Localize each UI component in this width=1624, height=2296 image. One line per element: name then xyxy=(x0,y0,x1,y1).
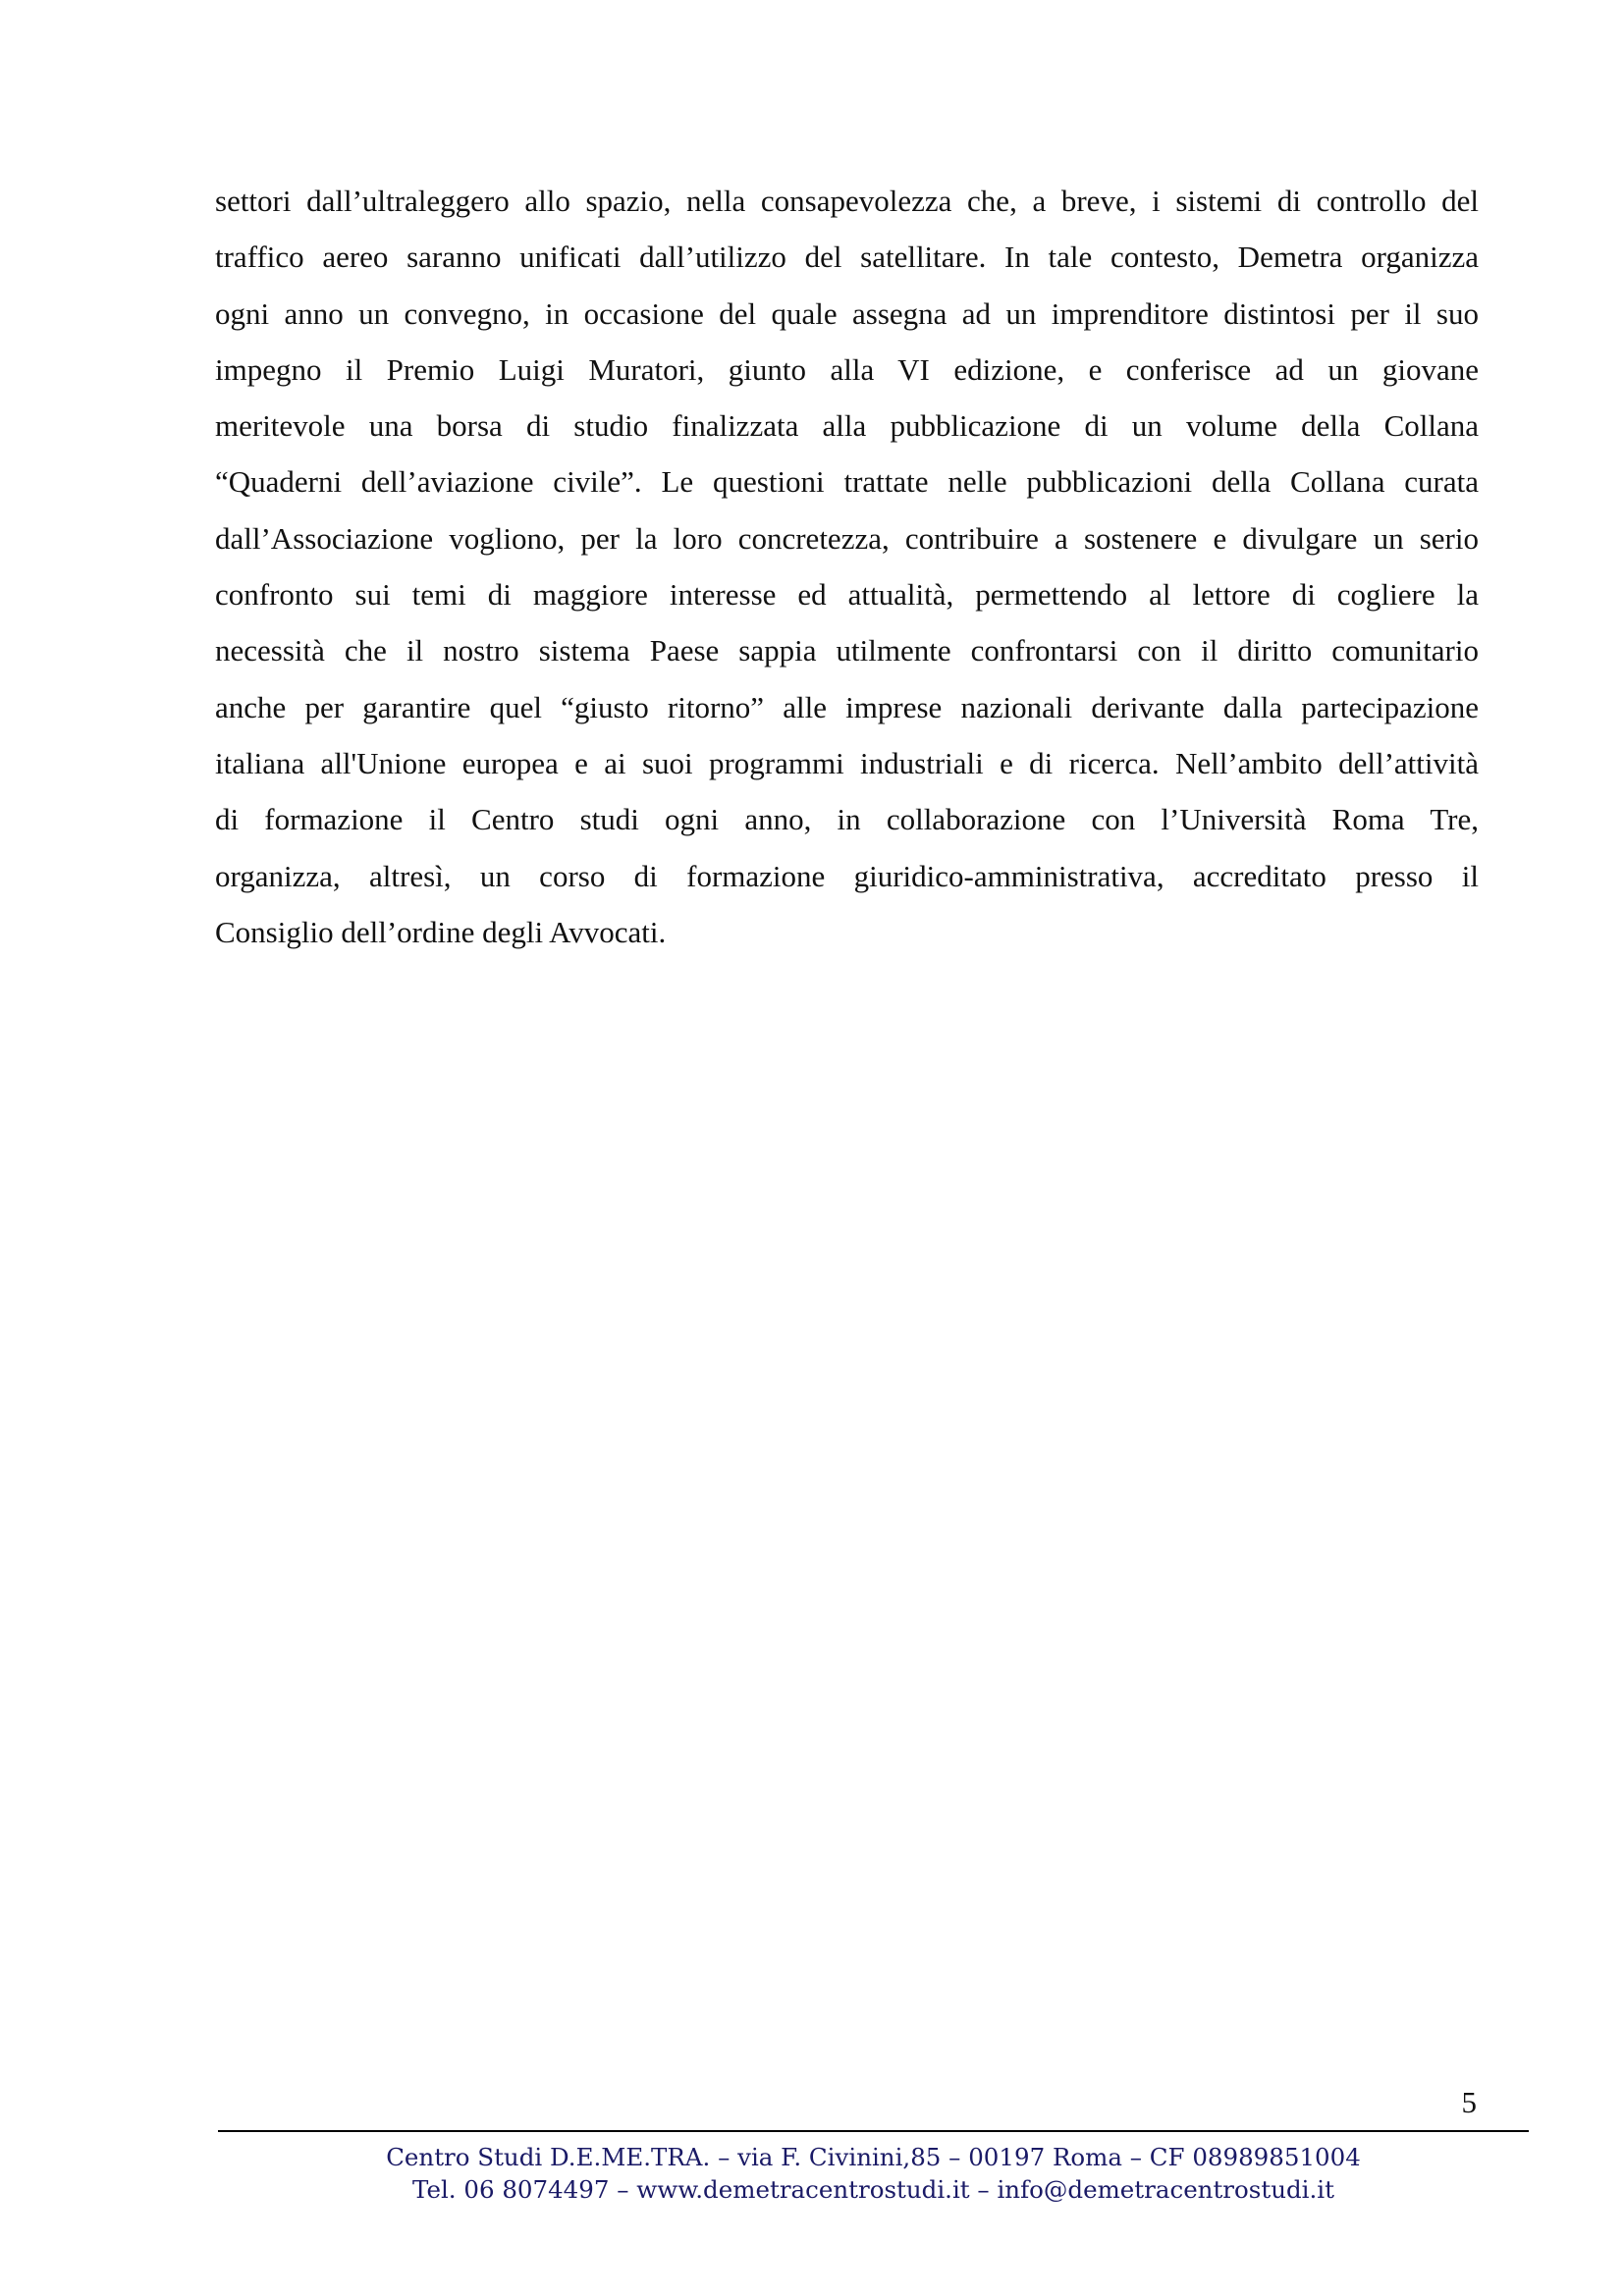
page-footer xyxy=(218,2141,1529,2206)
paragraph-line: impegno il Premio Luigi Muratori, giunto alla VI edizione, e conferisce ad un giovane xyxy=(215,351,1479,387)
paragraph-line: di formazione il Centro studi ogni anno, in collaborazione con l’Università Roma Tre, xyxy=(215,802,1479,837)
paragraph-line-last: Consiglio dell’ordine degli Avvocati. xyxy=(215,914,667,949)
footer-divider xyxy=(218,2130,1529,2132)
paragraph-line: italiana all'Unione europea e ai suoi programmi industriali e di ricerca. Nell’ambito dell’attività xyxy=(215,745,1479,780)
body-paragraph xyxy=(215,173,1479,960)
paragraph-line: anche per garantire quel “giusto ritorno” alle imprese nazionali derivante dalla partecipazione xyxy=(215,689,1479,724)
footer-address-line: Centro Studi D.E.ME.TRA. – via F. Civinini,85 – 00197 Roma – CF 08989851004 xyxy=(386,2143,1361,2171)
paragraph-line: necessità che il nostro sistema Paese sappia utilmente confrontarsi con il diritto comunitario xyxy=(215,633,1479,668)
paragraph-line: organizza, altresì, un corso di formazione giuridico-amministrativa, accreditato presso il xyxy=(215,858,1479,893)
paragraph-line: “Quaderni dell’aviazione civile”. Le questioni trattate nelle pubblicazioni della Collana curata xyxy=(215,464,1479,500)
paragraph-line: meritevole una borsa di studio finalizzata alla pubblicazione di un volume della Collana xyxy=(215,408,1479,444)
paragraph-line: settori dall’ultraleggero allo spazio, nella consapevolezza che, a breve, i sistemi di controllo del xyxy=(215,184,1479,218)
footer-contact-line: Tel. 06 8074497 – www.demetracentrostudi.it – info@demetracentrostudi.it xyxy=(412,2175,1334,2204)
paragraph-line: traffico aereo saranno unificati dall’utilizzo del satellitare. In tale contesto, Demetra organizza xyxy=(215,240,1479,275)
paragraph-line: confronto sui temi di maggiore interesse ed attualità, permettendo al lettore di cogliere la xyxy=(215,577,1479,613)
page-number: 5 xyxy=(1461,2085,1477,2119)
paragraph-line: ogni anno un convegno, in occasione del quale assegna ad un imprenditore distintosi per il suo xyxy=(215,295,1479,331)
paragraph-line: dall’Associazione vogliono, per la loro concretezza, contribuire a sostenere e divulgare un serio xyxy=(215,520,1479,556)
